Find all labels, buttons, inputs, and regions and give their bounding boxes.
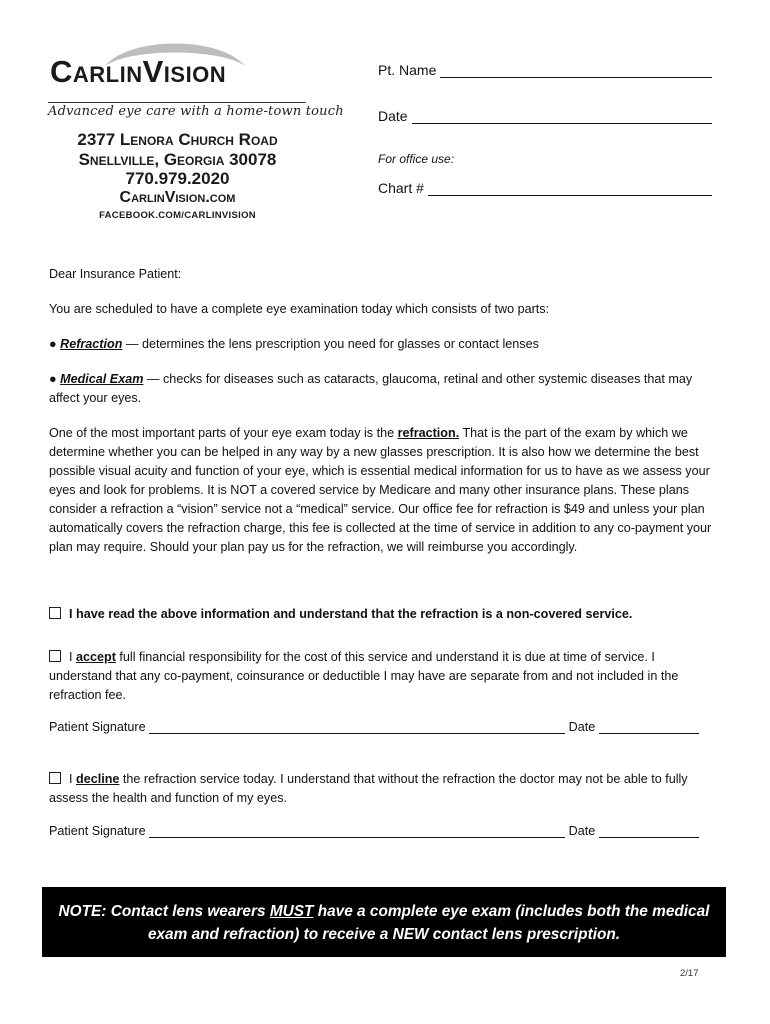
read-acknowledgement[interactable]	[49, 605, 721, 624]
decline-term: decline	[76, 772, 120, 786]
note-must: MUST	[269, 903, 314, 920]
decline-prefix: I	[69, 772, 76, 786]
refraction-term: Refraction	[60, 337, 123, 351]
office-use-label: For office use:	[378, 152, 455, 166]
page-number: 2/17	[680, 968, 699, 979]
accept-option[interactable]	[49, 648, 721, 705]
header-date-line[interactable]	[412, 109, 712, 124]
accept-term: accept	[76, 650, 116, 664]
clinic-tagline: Advanced eye care with a home-town touch	[48, 104, 344, 119]
accept-date-line[interactable]	[599, 720, 699, 734]
decline-option[interactable]	[49, 770, 721, 808]
refraction-emphasis: refraction.	[397, 426, 460, 440]
patient-name-field[interactable]	[378, 62, 712, 78]
decline-text: the refraction service today. I understand that without the refraction the doctor may not be able to fully assess the health and function of my eyes.	[49, 772, 688, 805]
accept-prefix: I	[69, 650, 76, 664]
patient-name-label: Pt. Name	[378, 62, 437, 78]
refraction-explanation	[49, 424, 721, 557]
clinic-brand-name: CarlinVision	[50, 54, 227, 89]
header-date-label: Date	[378, 108, 408, 124]
accept-checkbox[interactable]	[49, 650, 61, 662]
medical-exam-term: Medical Exam	[60, 372, 144, 386]
bullet-mark: ●	[49, 337, 57, 351]
accept-signature-line[interactable]	[149, 720, 565, 734]
accept-signature-row[interactable]	[49, 720, 719, 734]
signature-label: Patient Signature	[49, 824, 146, 838]
contact-lens-note	[42, 887, 726, 957]
patient-name-line[interactable]	[440, 63, 712, 78]
decline-date-line[interactable]	[599, 824, 699, 838]
signature-date-label: Date	[568, 720, 596, 734]
clinic-address-line1: 2377 Lenora Church Road	[77, 130, 278, 149]
letter-intro: You are scheduled to have a complete eye examination today which consists of two parts:	[49, 302, 550, 316]
decline-checkbox[interactable]	[49, 772, 61, 784]
logo-divider	[48, 102, 306, 103]
note-prefix: NOTE: Contact lens wearers	[58, 903, 270, 920]
clinic-facebook: FACEBOOK.COM/CARLINVISION	[99, 210, 256, 221]
refraction-explanation-part1: One of the most important parts of your eye exam today is the	[49, 426, 398, 440]
clinic-address-line2: Snellville, Georgia 30078	[78, 150, 277, 169]
header-date-field[interactable]	[378, 108, 712, 124]
chart-number-field[interactable]	[378, 180, 712, 196]
medical-exam-bullet	[49, 370, 721, 408]
refraction-description: — determines the lens prescription you need for glasses or contact lenses	[122, 337, 539, 351]
clinic-logo	[40, 34, 344, 224]
note-suffix: have a complete eye exam (includes both the medical exam and refraction) to receive a NEW contact lens prescription.	[147, 903, 710, 943]
bullet-mark: ●	[49, 372, 57, 386]
chart-number-line[interactable]	[428, 181, 712, 196]
signature-date-label: Date	[568, 824, 596, 838]
refraction-explanation-part2: That is the part of the exam by which we determine whether you can be helped in any way by a new glasses prescription. It is also how we determine the best possible visual acuity and function of your eye, which is essential medical information for us to have as we assess your eyes and look for problems. It is NOT a covered service by Medicare and many other insurance plans. These plans consider a refraction a “vision” service not a “medical” service. Our office fee for refraction is $49 and unless your plan automatically covers the refraction charge, this fee is collected at the time of service in addition to any co-payment your plan may require. Should your plan pay us for the refraction, we will reimburse you accordingly.	[49, 426, 712, 554]
read-checkbox[interactable]	[49, 607, 61, 619]
signature-label: Patient Signature	[49, 720, 146, 734]
clinic-website: CarlinVision.com	[119, 189, 236, 206]
clinic-phone: 770.979.2020	[125, 169, 230, 188]
chart-number-label: Chart #	[378, 180, 424, 196]
decline-signature-row[interactable]	[49, 824, 719, 838]
letter-greeting: Dear Insurance Patient:	[49, 267, 182, 281]
decline-signature-line[interactable]	[149, 824, 565, 838]
refraction-bullet	[49, 335, 721, 354]
medical-exam-description: — checks for diseases such as cataracts, glaucoma, retinal and other systemic diseases that may affect your eyes.	[49, 372, 693, 405]
read-statement: I have read the above information and understand that the refraction is a non-covered service.	[69, 607, 633, 621]
accept-text: full financial responsibility for the cost of this service and understand it is due at time of service. I understand that any co-payment, coinsurance or deductible I may have are separate from and not included in the refraction fee.	[49, 650, 679, 702]
